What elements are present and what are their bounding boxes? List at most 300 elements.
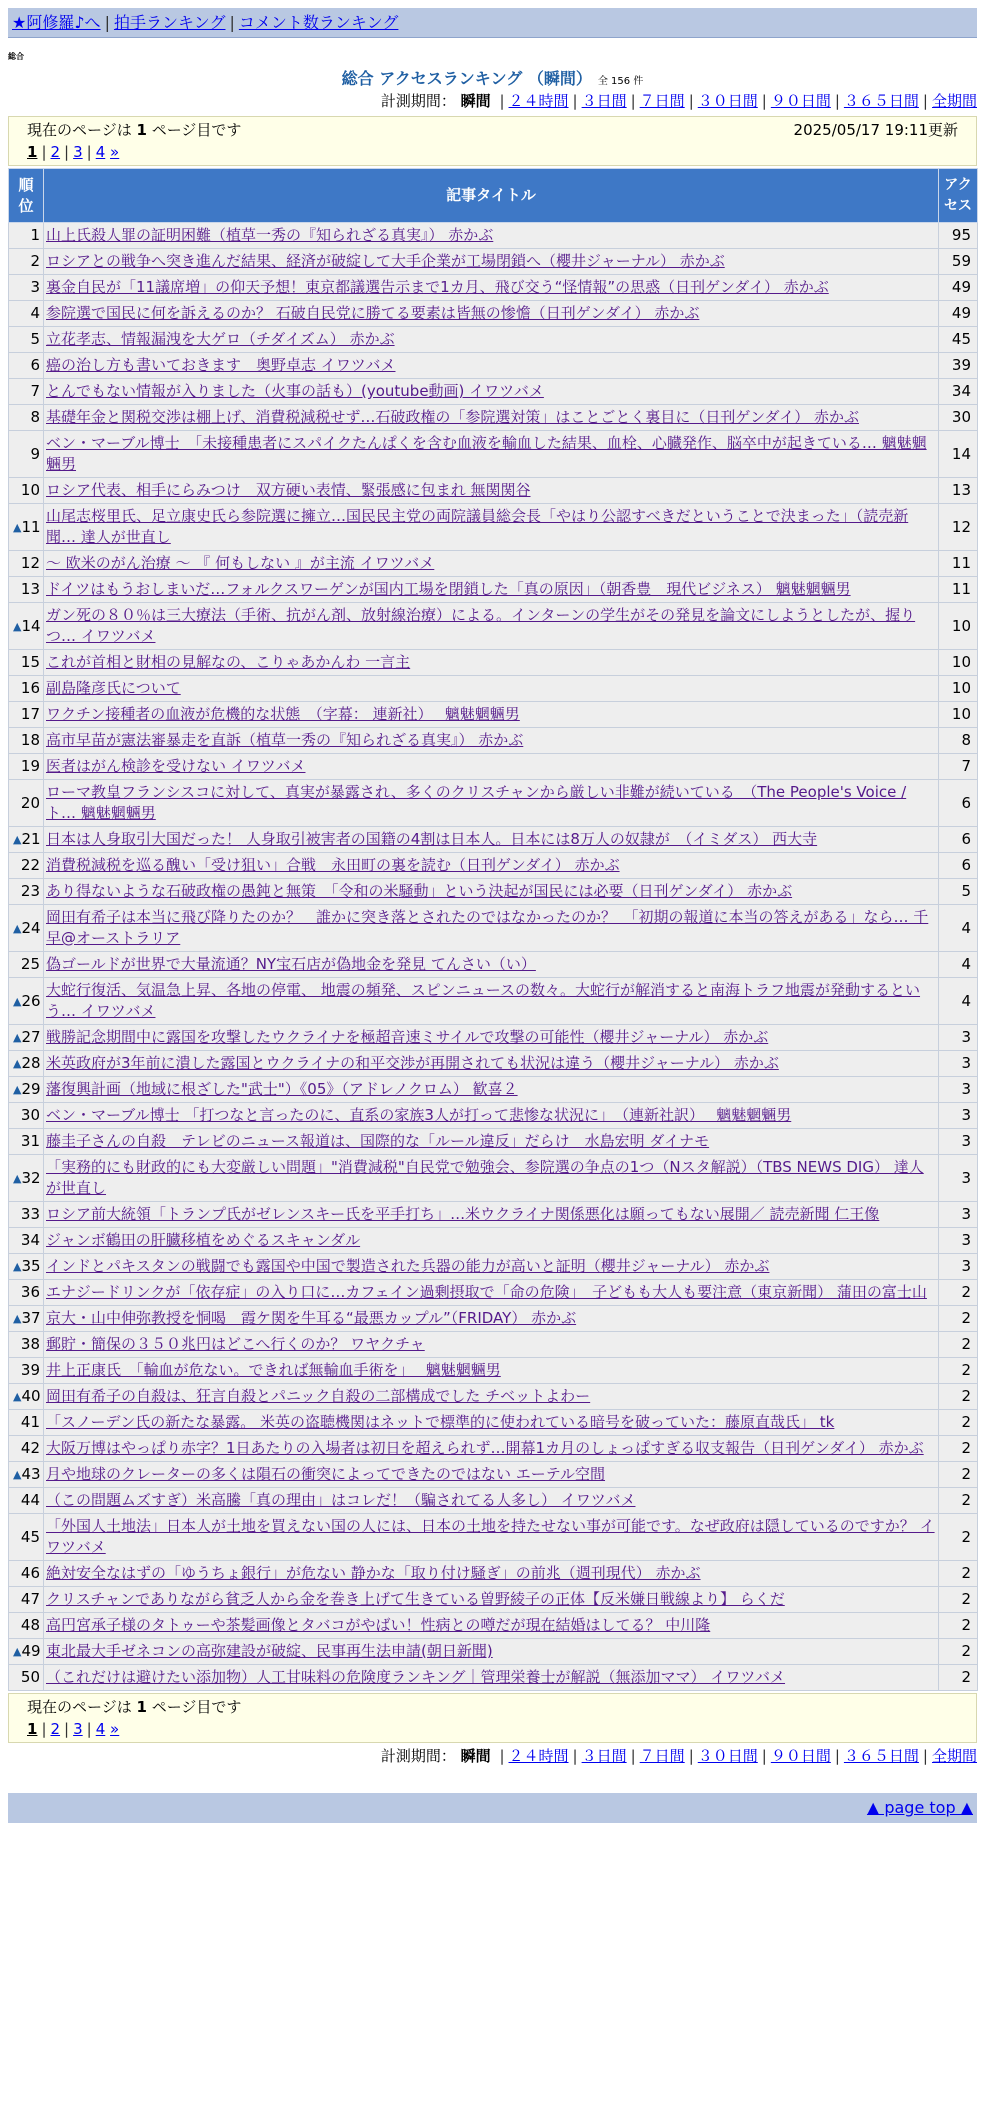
article-link[interactable]: 山上氏殺人罪の証明困難（植草一秀の『知られざる真実』） 赤かぶ: [46, 226, 494, 244]
rank-number: 34: [20, 1231, 40, 1249]
article-link[interactable]: あり得ないような石破政権の愚鈍と無策 「令和の米騒動」という決起が国民には必要（日刊ゲンダイ） 赤かぶ: [46, 882, 793, 900]
article-link[interactable]: 井上正康氏 「輸血が危ない。できれば無輸血手術を」 魑魅魍魎男: [46, 1361, 501, 1379]
rank-cell: [9, 1332, 44, 1358]
rank-cell: [9, 275, 44, 301]
table-row: [9, 1051, 978, 1077]
access-count: 3: [939, 1129, 978, 1155]
rank-cell: [9, 1025, 44, 1051]
article-link[interactable]: 偽ゴールドが世界で大量流通？NY宝石店が偽地金を発見 てんさい（い）: [46, 955, 536, 973]
article-link[interactable]: 東北最大手ゼネコンの高弥建設が破綻、民事再生法申請(朝日新聞): [46, 1642, 493, 1660]
rank-cell: [9, 1488, 44, 1514]
table-row: [9, 1155, 978, 1202]
article-link[interactable]: 岡田有希子は本当に飛び降りたのか？ 誰かに突き落とされたのではなかったのか？ 「初期の報道に本当の答えがある」なら… 千早@オーストラリア: [46, 908, 929, 947]
title-cell: [44, 780, 939, 827]
page-links: [27, 141, 958, 163]
access-count: 2: [939, 1306, 978, 1332]
access-count: 2: [939, 1587, 978, 1613]
title-cell: [44, 1155, 939, 1202]
rank-number: 10: [20, 481, 40, 499]
title-cell: [44, 405, 939, 431]
rank-cell: [9, 1129, 44, 1155]
access-count: 2: [939, 1358, 978, 1384]
article-link[interactable]: ジャンボ鶴田の肝臓移植をめぐるスキャンダル: [46, 1231, 361, 1249]
access-count: 11: [939, 551, 978, 577]
table-row: [9, 478, 978, 504]
page-link[interactable]: 4: [95, 143, 106, 161]
article-link[interactable]: 米英政府が3年前に潰した露国とウクライナの和平交渉が再開されても状況は違う（櫻井ジャーナル） 赤かぶ: [46, 1054, 779, 1072]
page-separator: |: [41, 143, 47, 161]
title-cell: [44, 1051, 939, 1077]
title-cell: [44, 728, 939, 754]
table-row: [9, 780, 978, 827]
article-link[interactable]: ドイツはもうおしまいだ…フォルクスワーゲンが国内工場を閉鎖した「真の原因」（朝香豊 現代ビジネス） 魑魅魍魎男: [46, 580, 851, 598]
article-link[interactable]: 藤圭子さんの自殺 テレビのニュース報道は、国際的な「ルール違反」だらけ 水島宏明 ダイナモ: [46, 1132, 710, 1150]
rank-number: 36: [20, 1283, 40, 1301]
title-cell: [44, 827, 939, 853]
access-count: 10: [939, 702, 978, 728]
title-cell: [44, 1280, 939, 1306]
access-count: 11: [939, 577, 978, 603]
title-cell: [44, 1587, 939, 1613]
rank-number: 5: [30, 330, 40, 348]
article-link[interactable]: 大蛇行復活、気温急上昇、各地の停電、 地震の頻発、スピンニュースの数々。大蛇行が解消すると南海トラフ地震が発動するという… イワツバメ: [46, 981, 921, 1020]
rank-cell: [9, 676, 44, 702]
up-arrow-icon: ▲: [13, 1031, 22, 1044]
up-arrow-icon: ▲: [13, 1083, 22, 1096]
table-row: [9, 577, 978, 603]
up-arrow-icon: ▲: [13, 619, 22, 633]
access-count: 6: [939, 853, 978, 879]
rank-cell: [9, 405, 44, 431]
article-link[interactable]: 岡田有希子の自殺は、狂言自殺とパニック自殺の二部構成でした チベットよわー: [46, 1387, 591, 1405]
top-nav-bar: [8, 8, 977, 38]
period-separator: |: [688, 92, 694, 110]
rank-cell: [9, 1228, 44, 1254]
title-cell: [44, 1129, 939, 1155]
rank-number: 37: [21, 1309, 41, 1327]
table-row: [9, 431, 978, 478]
page-separator: |: [86, 143, 92, 161]
period-separator: |: [499, 92, 505, 110]
rank-number: 9: [30, 444, 40, 463]
rank-cell: [9, 603, 44, 650]
rank-cell: [9, 223, 44, 249]
table-row: [9, 1254, 978, 1280]
article-link[interactable]: （これだけは避けたい添加物）人工甘味料の危険度ランキング｜管理栄養士が解説（無添加ママ） イワツバメ: [46, 1668, 786, 1686]
access-count: 4: [939, 952, 978, 978]
article-link[interactable]: 「外国人土地法」日本人が土地を買えない国の人には、日本の土地を持たせない事が可能です。なぜ政府は隠しているのですか？ イワツバメ: [46, 1517, 935, 1556]
ranking-title: 総合 アクセスランキング （瞬間）: [341, 69, 592, 88]
title-cell: [44, 327, 939, 353]
title-cell: [44, 1436, 939, 1462]
rank-number: 3: [30, 278, 40, 296]
access-count: 10: [939, 603, 978, 650]
up-arrow-icon: ▲: [13, 1645, 22, 1658]
nav-separator: |: [229, 13, 235, 32]
table-header-row: [9, 169, 978, 223]
period-link[interactable]: 全期間: [931, 1747, 977, 1765]
period-link[interactable]: ２４時間: [508, 92, 569, 110]
access-count: 39: [939, 353, 978, 379]
access-count: 6: [939, 827, 978, 853]
page-separator: |: [64, 1720, 70, 1738]
title-cell: [44, 1306, 939, 1332]
access-count: 2: [939, 1332, 978, 1358]
title-cell: [44, 1462, 939, 1488]
title-cell: [44, 1488, 939, 1514]
period-separator: |: [834, 1747, 840, 1765]
title-cell: [44, 431, 939, 478]
article-link[interactable]: 大阪万博はやっぱり赤字？1日あたりの入場者は初日を超えられず…開幕1カ月のしょっぱすぎる収支報告（日刊ゲンダイ） 赤かぶ: [46, 1439, 924, 1457]
table-row: [9, 379, 978, 405]
period-link[interactable]: ７日間: [639, 1747, 685, 1765]
rank-cell: [9, 301, 44, 327]
table-row: [9, 405, 978, 431]
table-row: [9, 1202, 978, 1228]
access-count: 10: [939, 650, 978, 676]
table-row: [9, 327, 978, 353]
title-cell: [44, 905, 939, 952]
rank-number: 25: [20, 955, 40, 973]
table-row: [9, 1358, 978, 1384]
period-link[interactable]: ３６５日間: [843, 1747, 919, 1765]
nav-link-applause-ranking[interactable]: 拍手ランキング: [113, 13, 226, 32]
rank-cell: [9, 577, 44, 603]
rank-number: 21: [21, 830, 41, 848]
access-count: 95: [939, 223, 978, 249]
title-cell: [44, 1332, 939, 1358]
article-link[interactable]: 「スノーデン氏の新たな暴露。 米英の盗聴機関はネットで標準的に使われている暗号を破っていた：藤原直哉氏」 tk: [46, 1413, 835, 1431]
article-link[interactable]: 医者はがん検診を受けない イワツバメ: [46, 757, 306, 775]
table-row: [9, 249, 978, 275]
article-link[interactable]: 基礎年金と関税交渉は棚上げ、消費税減税せず…石破政権の「参院選対策」はことごとく裏目に（日刊ゲンダイ） 赤かぶ: [46, 408, 859, 426]
article-link[interactable]: 消費税減税を巡る醜い「受け狙い」合戦 永田町の裏を読む（日刊ゲンダイ） 赤かぶ: [46, 856, 620, 874]
article-link[interactable]: 高市早苗が憲法審暴走を直訴（植草一秀の『知られざる真実』） 赤かぶ: [46, 731, 524, 749]
title-cell: [44, 853, 939, 879]
rank-cell: [9, 1384, 44, 1410]
up-arrow-icon: ▲: [13, 520, 22, 534]
rank-cell: [9, 1358, 44, 1384]
rank-cell: [9, 728, 44, 754]
page-link-current: 1: [27, 143, 38, 161]
access-count: 5: [939, 879, 978, 905]
up-arrow-icon: ▲: [13, 1468, 22, 1481]
article-link[interactable]: クリスチャンでありながら貧乏人から金を巻き上げて生きている曽野綾子の正体【反米嫌日戦線より】 らくだ: [46, 1590, 785, 1608]
period-separator: |: [922, 1747, 928, 1765]
rank-number: 49: [21, 1642, 41, 1660]
rank-number: 44: [20, 1491, 40, 1509]
article-link[interactable]: （この問題ムズすぎ）米高騰「真の理由」はコレだ！（騙されてる人多し） イワツバメ: [46, 1491, 636, 1509]
rank-number: 17: [20, 705, 40, 723]
next-page-link[interactable]: »: [110, 1720, 120, 1738]
up-arrow-icon: ▲: [13, 1312, 22, 1325]
rank-cell: [9, 1436, 44, 1462]
article-link[interactable]: ワクチン接種者の血液が危機的な状態 （字幕： 連新社） 魑魅魍魎男: [46, 705, 520, 723]
rank-cell: [9, 1514, 44, 1561]
pager-top: [8, 116, 977, 166]
period-link[interactable]: ９０日間: [770, 92, 831, 110]
up-arrow-icon: ▲: [13, 1390, 22, 1403]
rank-number: 45: [20, 1527, 40, 1546]
rank-number: 43: [21, 1465, 41, 1483]
period-link[interactable]: ９０日間: [770, 1747, 831, 1765]
period-separator: |: [922, 92, 928, 110]
rank-number: 12: [20, 554, 40, 572]
rank-number: 35: [21, 1257, 41, 1275]
rank-number: 22: [20, 856, 40, 874]
access-count: 2: [939, 1488, 978, 1514]
article-link[interactable]: ロシアとの戦争へ突き進んだ結果、経済が破綻して大手企業が工場閉鎖へ（櫻井ジャーナル） 赤かぶ: [46, 252, 725, 270]
rank-cell: [9, 905, 44, 952]
nav-link-comment-ranking[interactable]: コメント数ランキング: [238, 13, 399, 32]
rank-number: 40: [21, 1387, 41, 1405]
rank-cell: [9, 1306, 44, 1332]
table-row: [9, 1306, 978, 1332]
updated-timestamp: 2025/05/17 19:11更新: [793, 121, 958, 139]
rank-cell: [9, 1613, 44, 1639]
access-count: 3: [939, 1025, 978, 1051]
page-separator: |: [41, 1720, 47, 1738]
up-arrow-icon: ▲: [13, 1171, 22, 1185]
rank-number: 28: [21, 1054, 41, 1072]
rank-cell: [9, 353, 44, 379]
rank-number: 30: [20, 1106, 40, 1124]
article-link[interactable]: 癌の治し方も書いておきます 奥野卓志 イワツバメ: [46, 356, 396, 374]
table-row: [9, 905, 978, 952]
footer-bar: [8, 1793, 977, 1823]
table-row: [9, 275, 978, 301]
table-row: [9, 1280, 978, 1306]
access-count: 2: [939, 1384, 978, 1410]
title-cell: [44, 952, 939, 978]
table-row: [9, 827, 978, 853]
title-cell: [44, 1202, 939, 1228]
access-count: 4: [939, 978, 978, 1025]
article-link[interactable]: ～ 欧米のがん治療 ～ 『 何もしない 』が主流 イワツバメ: [46, 554, 435, 572]
rank-cell: [9, 952, 44, 978]
rank-cell: [9, 1051, 44, 1077]
page-link[interactable]: 3: [73, 143, 83, 161]
nav-separator: |: [104, 13, 110, 32]
article-link[interactable]: ロシア前大統領「トランプ氏がゼレンスキー氏を平手打ち」…米ウクライナ関係悪化は願ってもない展開／ 読売新聞 仁王像: [46, 1205, 880, 1223]
access-count: 45: [939, 327, 978, 353]
table-row: [9, 702, 978, 728]
article-link[interactable]: とんでもない情報が入りました（火事の話も）(youtube動画) イワツバメ: [46, 382, 544, 400]
rank-cell: [9, 551, 44, 577]
access-count: 3: [939, 1202, 978, 1228]
title-cell: [44, 1358, 939, 1384]
title-cell: [44, 353, 939, 379]
rank-number: 42: [20, 1439, 40, 1457]
column-header-title: 記事タイトル: [44, 169, 939, 223]
page-links: [27, 1718, 958, 1740]
period-link[interactable]: ３０日間: [697, 1747, 758, 1765]
table-row: [9, 353, 978, 379]
article-link[interactable]: エナジードリンクが「依存症」の入り口に…カフェイン過剰摂取で「命の危険」 子どもも大人も要注意（東京新聞） 蒲田の富士山: [46, 1283, 927, 1301]
rank-cell: [9, 978, 44, 1025]
rank-number: 14: [21, 616, 41, 635]
access-count: 2: [939, 1280, 978, 1306]
title-cell: [44, 1025, 939, 1051]
rank-number: 20: [20, 793, 40, 812]
rank-number: 4: [30, 304, 40, 322]
rank-number: 15: [20, 653, 40, 671]
rank-number: 26: [21, 991, 41, 1010]
current-page-text: 現在のページは 1 ページ目です: [27, 121, 242, 139]
title-cell: [44, 1077, 939, 1103]
title-cell: [44, 1103, 939, 1129]
nav-link-home[interactable]: ★阿修羅♪へ: [12, 13, 101, 32]
page-link[interactable]: 3: [73, 1720, 83, 1738]
table-row: [9, 301, 978, 327]
article-link[interactable]: 京大・山中伸弥教授を恫喝 霞ケ関を牛耳る“最悪カップル”（FRIDAY） 赤かぶ: [46, 1309, 577, 1327]
table-row: [9, 754, 978, 780]
rank-number: 2: [30, 252, 40, 270]
rank-number: 41: [20, 1413, 40, 1431]
column-header-access: アクセス: [939, 169, 978, 223]
period-link[interactable]: ７日間: [639, 92, 685, 110]
title-cell: [44, 478, 939, 504]
article-link[interactable]: 郵貯・簡保の３５０兆円はどこへ行くのか？ ワヤクチャ: [46, 1335, 425, 1353]
article-link[interactable]: 藩復興計画（地域に根ざした"武士"）《05》（アドレノクロム） 歓喜２: [46, 1080, 518, 1098]
access-count: 12: [939, 504, 978, 551]
ranking-table-body: [9, 223, 978, 1691]
page-link[interactable]: 2: [50, 1720, 61, 1738]
period-separator: |: [572, 1747, 578, 1765]
article-link[interactable]: ロシア代表、相手にらみつけ 双方硬い表情、緊張感に包まれ 無関関谷: [46, 481, 531, 499]
table-row: [9, 1228, 978, 1254]
rank-number: 32: [21, 1168, 41, 1187]
period-link[interactable]: ２４時間: [508, 1747, 569, 1765]
period-link[interactable]: ３日間: [581, 1747, 627, 1765]
access-count: 8: [939, 728, 978, 754]
article-link[interactable]: ガン死の８０％は三大療法（手術、抗がん剤、放射線治療）による。インターンの学生がその発見を論文にしようとしたが、握りつ… イワツバメ: [46, 606, 916, 645]
period-separator: |: [572, 92, 578, 110]
period-separator: |: [630, 92, 636, 110]
article-link[interactable]: ベン・マーブル博士 「未接種患者にスパイクたんぱくを含む血液を輸血した結果、血栓、心臓発作、脳卒中が起きている… 魑魅魍魎男: [46, 434, 927, 473]
title-cell: [44, 249, 939, 275]
table-row: [9, 676, 978, 702]
column-header-rank: 順位: [9, 169, 44, 223]
up-arrow-icon: ▲: [13, 1057, 22, 1070]
rank-number: 1: [30, 226, 40, 244]
table-row: [9, 1587, 978, 1613]
title-cell: [44, 676, 939, 702]
rank-cell: [9, 1103, 44, 1129]
table-row: [9, 1436, 978, 1462]
table-row: [9, 1613, 978, 1639]
title-cell: [44, 301, 939, 327]
article-link[interactable]: 裏金自民が「11議席増」の仰天予想！東京都議選告示まで1カ月、飛び交う“怪情報”の思惑（日刊ゲンダイ） 赤かぶ: [46, 278, 829, 296]
table-row: [9, 1462, 978, 1488]
rank-cell: [9, 879, 44, 905]
ranking-count: 全 156 件: [597, 76, 644, 87]
article-link[interactable]: 「実務的にも財政的にも大変厳しい問題」"消費減税"自民党で勉強会、参院選の争点の1つ（Nスタ解説）（TBS NEWS DIG） 達人が世直し: [46, 1158, 924, 1197]
title-cell: [44, 551, 939, 577]
page-top-link[interactable]: ▲ page top ▲: [866, 1798, 973, 1817]
access-count: 3: [939, 1051, 978, 1077]
article-link[interactable]: 日本は人身取引大国だった！ 人身取引被害者の国籍の4割は日本人。日本には8万人の奴隷が （イミダス） 西大寺: [46, 830, 818, 848]
title-cell: [44, 577, 939, 603]
table-row: [9, 853, 978, 879]
access-count: 3: [939, 1228, 978, 1254]
article-link[interactable]: これが首相と財相の見解なの、こりゃあかんわ 一言主: [46, 653, 411, 671]
article-link[interactable]: 絶対安全なはずの「ゆうちょ銀行」が危ない 静かな「取り付け騒ぎ」の前兆（週刊現代） 赤かぶ: [46, 1564, 701, 1582]
next-page-link[interactable]: »: [110, 143, 120, 161]
title-cell: [44, 879, 939, 905]
period-link[interactable]: 全期間: [931, 92, 977, 110]
rank-cell: [9, 1587, 44, 1613]
access-count: 3: [939, 1103, 978, 1129]
page-link[interactable]: 4: [95, 1720, 106, 1738]
access-count: 2: [939, 1462, 978, 1488]
article-link[interactable]: 月や地球のクレーターの多くは隕石の衝突によってできたのではない エーテル空間: [46, 1465, 606, 1483]
access-count: 4: [939, 905, 978, 952]
page-link[interactable]: 2: [50, 143, 61, 161]
rank-number: 18: [20, 731, 40, 749]
access-count: 2: [939, 1613, 978, 1639]
period-current: 瞬間: [460, 92, 491, 110]
access-count: 3: [939, 1155, 978, 1202]
period-separator: |: [499, 1747, 505, 1765]
rank-number: 16: [20, 679, 40, 697]
article-link[interactable]: 立花孝志、情報漏洩を大ゲロ（チダイズム） 赤かぶ: [46, 330, 395, 348]
title-cell: [44, 1410, 939, 1436]
article-link[interactable]: ローマ教皇フランシスコに対して、真実が暴露され、多くのクリスチャンから厳しい非難が続いている （The People's Voice / ト… 魑魅魍魎男: [46, 783, 907, 822]
table-row: [9, 551, 978, 577]
access-count: 13: [939, 478, 978, 504]
rank-number: 8: [30, 408, 40, 426]
rank-cell: [9, 327, 44, 353]
table-row: [9, 1103, 978, 1129]
access-count: 2: [939, 1436, 978, 1462]
article-link[interactable]: ベン・マーブル博士 「打つなと言ったのに、直系の家族3人が打って悲惨な状況に」 （連新社訳） 魑魅魍魎男: [46, 1106, 792, 1124]
access-count: 14: [939, 431, 978, 478]
rank-number: 27: [21, 1028, 41, 1046]
article-link[interactable]: 戦勝記念期間中に露国を攻撃したウクライナを極超音速ミサイルで攻撃の可能性（櫻井ジャーナル） 赤かぶ: [46, 1028, 769, 1046]
rank-cell: [9, 650, 44, 676]
rank-number: 46: [20, 1564, 40, 1582]
article-link[interactable]: 高円宮承子様のタトゥーや茶髪画像とタバコがやばい！性病との噂だが現在結婚はしてる？ 中川隆: [46, 1616, 711, 1634]
access-count: 2: [939, 1561, 978, 1587]
period-link[interactable]: ３６５日間: [843, 92, 919, 110]
period-link[interactable]: ３日間: [581, 92, 627, 110]
period-separator: |: [761, 1747, 767, 1765]
table-row: [9, 504, 978, 551]
article-link[interactable]: インドとパキスタンの戦闘でも露国や中国で製造された兵器の能力が高いと証明（櫻井ジャーナル） 赤かぶ: [46, 1257, 770, 1275]
table-row: [9, 1332, 978, 1358]
article-link[interactable]: 副島隆彦氏について: [46, 679, 181, 697]
period-current: 瞬間: [460, 1747, 491, 1765]
rank-number: 19: [20, 757, 40, 775]
rank-cell: [9, 1665, 44, 1691]
rank-cell: [9, 431, 44, 478]
access-count: 49: [939, 275, 978, 301]
article-link[interactable]: 参院選で国民に何を訴えるのか？ 石破自民党に勝てる要素は皆無の惨憺（日刊ゲンダイ） 赤かぶ: [46, 304, 700, 322]
rank-number: 48: [20, 1616, 40, 1634]
title-cell: [44, 1665, 939, 1691]
table-row: [9, 978, 978, 1025]
period-link[interactable]: ３０日間: [697, 92, 758, 110]
rank-number: 7: [30, 382, 40, 400]
rank-number: 38: [20, 1335, 40, 1353]
article-link[interactable]: 山尾志桜里氏、足立康史氏ら参院選に擁立…国民民主党の両院議員総会長「やはり公認すべきだということで決まった」（読売新聞… 達人が世直し: [46, 507, 909, 546]
title-cell: [44, 650, 939, 676]
access-count: 30: [939, 405, 978, 431]
page-link-current: 1: [27, 1720, 38, 1738]
pager-bottom: [8, 1693, 977, 1743]
rank-cell: [9, 379, 44, 405]
